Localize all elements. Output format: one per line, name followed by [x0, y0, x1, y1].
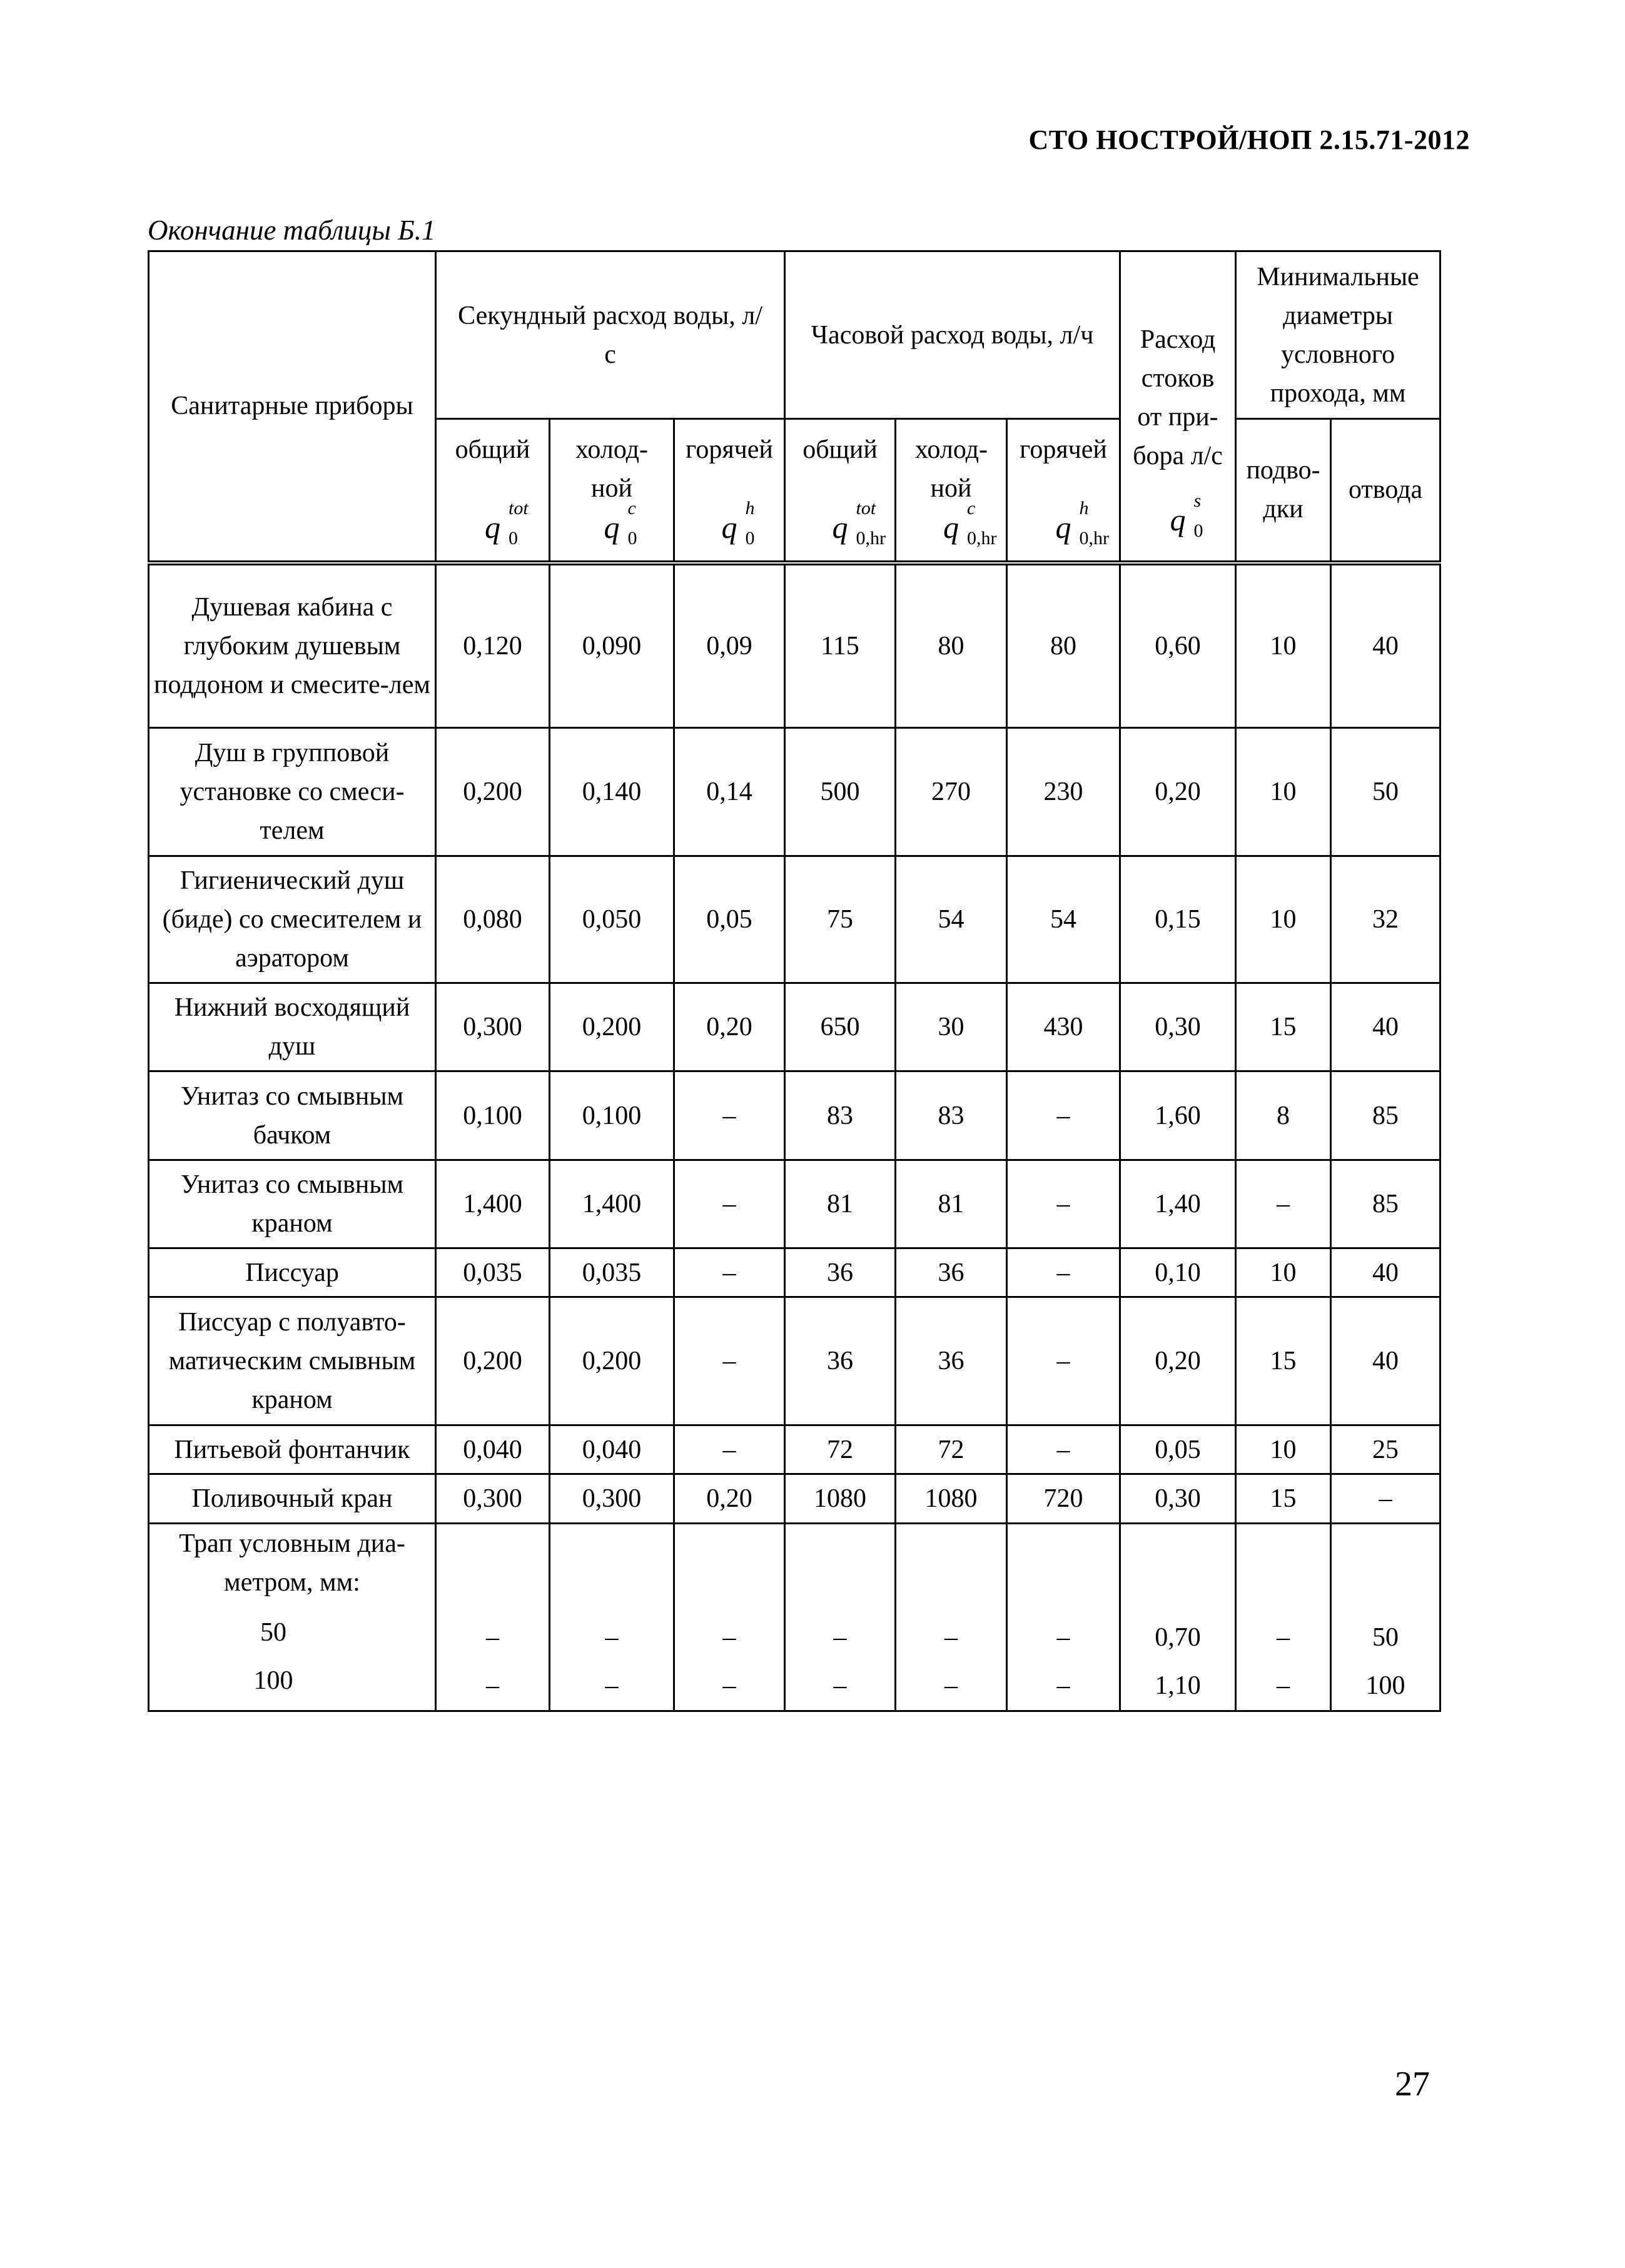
header-devices: Санитарные приборы — [149, 251, 436, 563]
header-total: общий q 0 tot — [436, 419, 550, 563]
value-cell: 80 — [896, 563, 1007, 728]
header-supply: подво-дки — [1236, 419, 1331, 563]
value-cell: 30 — [896, 983, 1007, 1071]
value-cell: – – — [436, 1524, 550, 1711]
value-cell: – — [1331, 1474, 1440, 1524]
document-code-header: СТО НОСТРОЙ/НОП 2.15.71-2012 — [1028, 124, 1470, 155]
value-cell: – – — [674, 1524, 785, 1711]
value-cell: 81 — [896, 1160, 1007, 1248]
value-cell: 500 — [785, 728, 896, 856]
symbol-q0hr-tot: q 0,hr tot — [832, 498, 886, 549]
value-cell: 1,60 — [1120, 1071, 1236, 1160]
symbol-q0-c: q 0 c — [604, 498, 637, 549]
value-cell: 0,035 — [436, 1248, 550, 1297]
value-cell: 270 — [896, 728, 1007, 856]
value-cell: 10 — [1236, 728, 1331, 856]
header-outlet: отвода — [1331, 419, 1440, 563]
table-row — [149, 1425, 1440, 1474]
header-second-flow: Секундный расход воды, л/с — [436, 251, 785, 419]
table-row — [149, 1248, 1440, 1297]
value-cell: 0,120 — [436, 563, 550, 728]
value-cell: 0,14 — [674, 728, 785, 856]
value-cell: 0,09 — [674, 563, 785, 728]
value-cell: 40 — [1331, 563, 1440, 728]
sanitary-devices-table — [148, 250, 1441, 1712]
value-cell: 36 — [896, 1297, 1007, 1425]
value-cell: 85 — [1331, 1071, 1440, 1160]
value-cell: 0,040 — [436, 1425, 550, 1474]
value-cell: 720 — [1007, 1474, 1120, 1524]
value-cell: 0,200 — [436, 728, 550, 856]
device-name: Писсуар с полуавто-матическим смывным краном — [149, 1297, 436, 1425]
symbol-q0-s: q 0 s — [1170, 490, 1203, 542]
header-min-diameters: Минимальные диаметры условного прохода, мм — [1236, 251, 1440, 419]
symbol-q0-h: q 0 h — [721, 498, 755, 549]
table-caption: Окончание таблицы Б.1 — [148, 215, 436, 246]
value-cell: 10 — [1236, 563, 1331, 728]
value-cell: 0,040 — [550, 1425, 674, 1474]
value-cell: 15 — [1236, 1297, 1331, 1425]
value-cell: 75 — [785, 856, 896, 983]
device-name: Нижний восходящий душ — [149, 983, 436, 1071]
value-cell: 36 — [785, 1248, 896, 1297]
value-cell: 40 — [1331, 983, 1440, 1071]
value-cell: 0,100 — [550, 1071, 674, 1160]
value-cell: 0,05 — [674, 856, 785, 983]
value-cell: – — [1007, 1248, 1120, 1297]
symbol-q0hr-c: q 0,hr c — [943, 498, 997, 549]
value-cell: 0,05 — [1120, 1425, 1236, 1474]
value-cell: 0,20 — [1120, 728, 1236, 856]
value-cell: – — [674, 1248, 785, 1297]
header-hot: горячей q 0 h — [674, 419, 785, 563]
value-cell: – – — [1007, 1524, 1120, 1711]
value-cell: 0,200 — [550, 983, 674, 1071]
device-name: Унитаз со смывным бачком — [149, 1071, 436, 1160]
value-cell: 25 — [1331, 1425, 1440, 1474]
value-cell: 40 — [1331, 1248, 1440, 1297]
symbol-q0hr-h: q 0,hr h — [1055, 498, 1110, 549]
trap-size-50: 50 — [260, 1618, 286, 1647]
value-cell: – — [674, 1071, 785, 1160]
device-name: Душевая кабина с глубоким душевым поддоном и смесите-лем — [149, 563, 436, 728]
value-cell: 72 — [785, 1425, 896, 1474]
header-hour-flow: Часовой расход воды, л/ч — [785, 251, 1120, 419]
value-cell: 80 — [1007, 563, 1120, 728]
value-cell: 32 — [1331, 856, 1440, 983]
value-cell: 36 — [896, 1248, 1007, 1297]
device-name: Душ в групповой установке со смеси-телем — [149, 728, 436, 856]
device-name-trap: Трап условным диа-метром, мм: 50 100 — [149, 1524, 436, 1711]
value-cell: 1,400 — [436, 1160, 550, 1248]
value-cell: 8 — [1236, 1071, 1331, 1160]
device-name: Гигиенический душ (биде) со смесителем и аэратором — [149, 856, 436, 983]
table-row — [149, 1160, 1440, 1248]
header-cold: холод-ной q 0 c — [550, 419, 674, 563]
value-cell: 10 — [1236, 1248, 1331, 1297]
value-cell: – – — [550, 1524, 674, 1711]
value-cell: 72 — [896, 1425, 1007, 1474]
table-row — [149, 728, 1440, 856]
value-cell: – — [1007, 1071, 1120, 1160]
value-cell: 1080 — [896, 1474, 1007, 1524]
value-cell: 36 — [785, 1297, 896, 1425]
value-cell: 430 — [1007, 983, 1120, 1071]
table-row — [149, 1474, 1440, 1524]
value-cell: – — [1007, 1425, 1120, 1474]
value-cell: 0,60 — [1120, 563, 1236, 728]
value-cell: 0,30 — [1120, 1474, 1236, 1524]
value-cell: 0,200 — [436, 1297, 550, 1425]
value-cell: 15 — [1236, 1474, 1331, 1524]
value-cell: 85 — [1331, 1160, 1440, 1248]
value-cell: 83 — [896, 1071, 1007, 1160]
value-cell: – — [1007, 1297, 1120, 1425]
value-cell: 0,70 1,10 — [1120, 1524, 1236, 1711]
value-cell: 0,300 — [550, 1474, 674, 1524]
table-row — [149, 1297, 1440, 1425]
table-row-trap — [149, 1524, 1440, 1711]
value-cell: – – — [785, 1524, 896, 1711]
value-cell: – — [674, 1160, 785, 1248]
value-cell: 1,40 — [1120, 1160, 1236, 1248]
value-cell: 0,100 — [436, 1071, 550, 1160]
header-drain: Расход стоков от при-бора л/с q 0 s — [1120, 251, 1236, 563]
header-cold-hourly: холод-ной q 0,hr c — [896, 419, 1007, 563]
value-cell: 40 — [1331, 1297, 1440, 1425]
value-cell: 0,20 — [1120, 1297, 1236, 1425]
value-cell: – — [1236, 1160, 1331, 1248]
header-hot-hourly: горячей q 0,hr h — [1007, 419, 1120, 563]
page-number: 27 — [1395, 2065, 1430, 2103]
device-name: Поливочный кран — [149, 1474, 436, 1524]
symbol-q0-tot: q 0 tot — [485, 498, 529, 549]
header-total-hourly: общий q 0,hr tot — [785, 419, 896, 563]
value-cell: 0,090 — [550, 563, 674, 728]
value-cell: 54 — [1007, 856, 1120, 983]
value-cell: 50 100 — [1331, 1524, 1440, 1711]
value-cell: 1,400 — [550, 1160, 674, 1248]
device-name: Унитаз со смывным краном — [149, 1160, 436, 1248]
table-row — [149, 983, 1440, 1071]
table-row — [149, 856, 1440, 983]
value-cell: 0,15 — [1120, 856, 1236, 983]
value-cell: 54 — [896, 856, 1007, 983]
device-name: Питьевой фонтанчик — [149, 1425, 436, 1474]
trap-size-100: 100 — [253, 1666, 293, 1695]
value-cell: 83 — [785, 1071, 896, 1160]
value-cell: 1080 — [785, 1474, 896, 1524]
value-cell: 0,140 — [550, 728, 674, 856]
value-cell: 0,30 — [1120, 983, 1236, 1071]
value-cell: 0,200 — [550, 1297, 674, 1425]
value-cell: – – — [896, 1524, 1007, 1711]
value-cell: 0,050 — [550, 856, 674, 983]
value-cell: 0,300 — [436, 1474, 550, 1524]
value-cell: 0,20 — [674, 1474, 785, 1524]
value-cell: 0,035 — [550, 1248, 674, 1297]
value-cell: 650 — [785, 983, 896, 1071]
value-cell: 0,080 — [436, 856, 550, 983]
value-cell: – — [1007, 1160, 1120, 1248]
value-cell: 115 — [785, 563, 896, 728]
value-cell: 10 — [1236, 1425, 1331, 1474]
value-cell: 15 — [1236, 983, 1331, 1071]
value-cell: 50 — [1331, 728, 1440, 856]
table-row — [149, 563, 1440, 728]
value-cell: – — [674, 1425, 785, 1474]
value-cell: 0,20 — [674, 983, 785, 1071]
value-cell: 10 — [1236, 856, 1331, 983]
value-cell: 230 — [1007, 728, 1120, 856]
device-name: Писсуар — [149, 1248, 436, 1297]
table-row — [149, 1071, 1440, 1160]
value-cell: – – — [1236, 1524, 1331, 1711]
value-cell: – — [674, 1297, 785, 1425]
value-cell: 0,10 — [1120, 1248, 1236, 1297]
value-cell: 81 — [785, 1160, 896, 1248]
value-cell: 0,300 — [436, 983, 550, 1071]
